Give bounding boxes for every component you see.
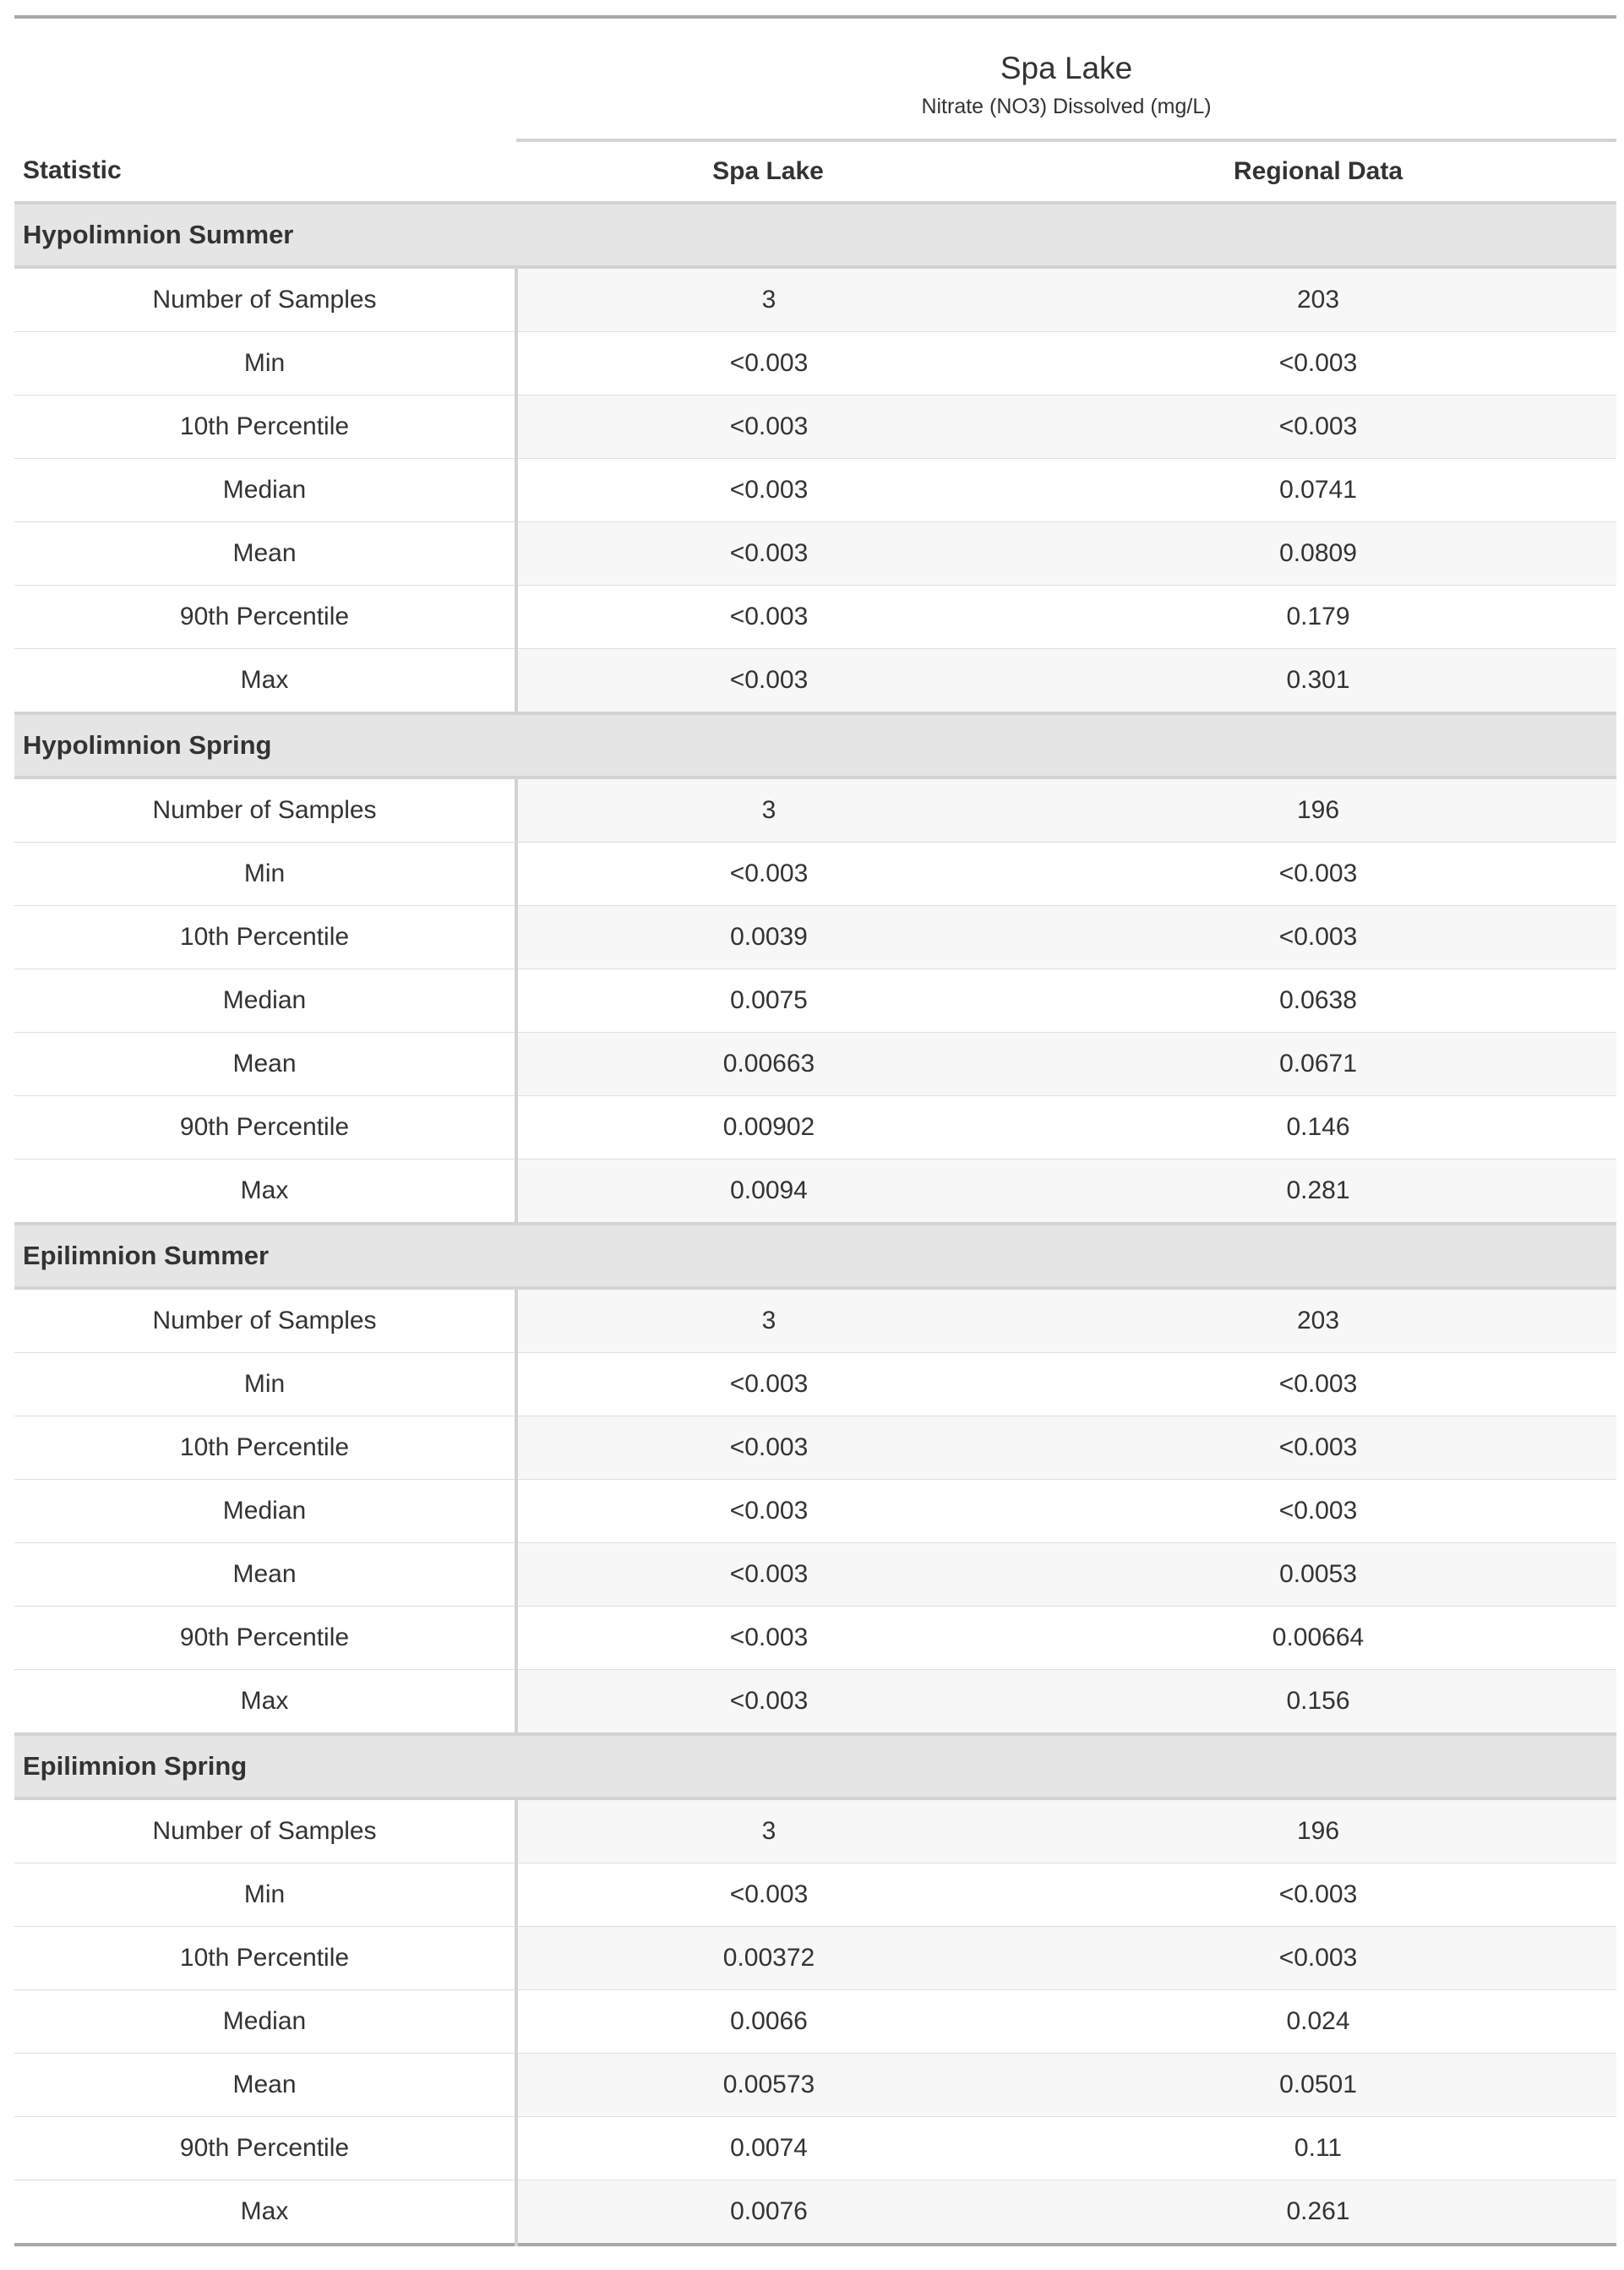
- regional-value-cell: 0.00664: [1020, 1607, 1616, 1670]
- lake-value-cell: <0.003: [516, 1543, 1020, 1607]
- group-header-row: [14, 1224, 1616, 1288]
- regional-value-cell: <0.003: [1020, 1416, 1616, 1480]
- table-row: [14, 1033, 1616, 1096]
- table-row: [14, 843, 1616, 906]
- regional-value-cell: <0.003: [1020, 1480, 1616, 1543]
- regional-value-cell: 0.179: [1020, 586, 1616, 649]
- regional-value-cell: 0.0053: [1020, 1543, 1616, 1607]
- table-row: [14, 906, 1616, 969]
- table-row: [14, 586, 1616, 649]
- table-row: [14, 332, 1616, 396]
- table-row: [14, 649, 1616, 714]
- regional-value-cell: <0.003: [1020, 1863, 1616, 1927]
- statistic-cell: Mean: [14, 1033, 516, 1096]
- title-spacer: [14, 17, 516, 90]
- regional-value-cell: 0.261: [1020, 2180, 1616, 2245]
- regional-value-cell: 0.0501: [1020, 2054, 1616, 2117]
- table-row: [14, 1670, 1616, 1735]
- lake-value-cell: 3: [516, 1798, 1020, 1863]
- lake-value-cell: <0.003: [516, 649, 1020, 714]
- column-header-row: [14, 140, 1616, 203]
- table-row: [14, 969, 1616, 1033]
- column-header-regional: Regional Data: [1020, 140, 1616, 203]
- subtitle-spacer: [14, 90, 516, 140]
- statistic-cell: Number of Samples: [14, 267, 516, 332]
- statistic-cell: Mean: [14, 1543, 516, 1607]
- regional-value-cell: 0.0809: [1020, 522, 1616, 586]
- statistic-cell: Min: [14, 332, 516, 396]
- regional-value-cell: 196: [1020, 1798, 1616, 1863]
- table-row: [14, 522, 1616, 586]
- group-header-row: [14, 203, 1616, 267]
- lake-value-cell: 0.00372: [516, 1927, 1020, 1990]
- group-label: Hypolimnion Spring: [14, 713, 1616, 778]
- lake-value-cell: 0.00902: [516, 1096, 1020, 1160]
- statistic-cell: Max: [14, 1670, 516, 1735]
- lake-value-cell: 0.0094: [516, 1160, 1020, 1225]
- lake-value-cell: <0.003: [516, 586, 1020, 649]
- statistics-table-container: [14, 15, 1616, 2246]
- lake-value-cell: <0.003: [516, 522, 1020, 586]
- regional-value-cell: <0.003: [1020, 906, 1616, 969]
- statistic-cell: 90th Percentile: [14, 1096, 516, 1160]
- statistic-cell: Mean: [14, 522, 516, 586]
- statistic-cell: Number of Samples: [14, 778, 516, 843]
- regional-value-cell: 196: [1020, 778, 1616, 843]
- table-row: [14, 1353, 1616, 1416]
- lake-value-cell: <0.003: [516, 1863, 1020, 1927]
- regional-value-cell: 0.156: [1020, 1670, 1616, 1735]
- lake-value-cell: <0.003: [516, 1353, 1020, 1416]
- regional-value-cell: <0.003: [1020, 1927, 1616, 1990]
- statistic-cell: Median: [14, 1990, 516, 2054]
- column-header-lake: Spa Lake: [516, 140, 1020, 203]
- regional-value-cell: 203: [1020, 1288, 1616, 1353]
- lake-value-cell: 0.00663: [516, 1033, 1020, 1096]
- group-label: Epilimnion Summer: [14, 1224, 1616, 1288]
- table-body: [14, 203, 1616, 2245]
- regional-value-cell: <0.003: [1020, 843, 1616, 906]
- statistic-cell: 90th Percentile: [14, 586, 516, 649]
- statistic-cell: 10th Percentile: [14, 396, 516, 459]
- regional-value-cell: 0.024: [1020, 1990, 1616, 2054]
- table-row: [14, 1927, 1616, 1990]
- table-row: [14, 778, 1616, 843]
- lake-value-cell: 3: [516, 267, 1020, 332]
- statistic-cell: 10th Percentile: [14, 1927, 516, 1990]
- table-row: [14, 1160, 1616, 1225]
- table-row: [14, 1416, 1616, 1480]
- statistic-cell: Mean: [14, 2054, 516, 2117]
- statistic-cell: Median: [14, 1480, 516, 1543]
- regional-value-cell: <0.003: [1020, 332, 1616, 396]
- statistics-table: [14, 15, 1616, 2246]
- statistic-cell: 90th Percentile: [14, 2117, 516, 2180]
- table-row: [14, 2117, 1616, 2180]
- group-header-row: [14, 713, 1616, 778]
- lake-value-cell: 0.00573: [516, 2054, 1020, 2117]
- statistic-cell: Max: [14, 2180, 516, 2245]
- lake-value-cell: 0.0075: [516, 969, 1020, 1033]
- lake-value-cell: 0.0066: [516, 1990, 1020, 2054]
- lake-value-cell: 0.0039: [516, 906, 1020, 969]
- table-row: [14, 2054, 1616, 2117]
- regional-value-cell: 0.0741: [1020, 459, 1616, 522]
- table-row: [14, 1863, 1616, 1927]
- table-row: [14, 1798, 1616, 1863]
- statistic-cell: Min: [14, 1353, 516, 1416]
- lake-value-cell: <0.003: [516, 843, 1020, 906]
- lake-value-cell: <0.003: [516, 1670, 1020, 1735]
- statistic-cell: 10th Percentile: [14, 906, 516, 969]
- regional-value-cell: 0.0638: [1020, 969, 1616, 1033]
- statistic-cell: Max: [14, 649, 516, 714]
- statistic-cell: Median: [14, 969, 516, 1033]
- regional-value-cell: <0.003: [1020, 1353, 1616, 1416]
- statistic-cell: Median: [14, 459, 516, 522]
- table-row: [14, 1096, 1616, 1160]
- lake-value-cell: 3: [516, 1288, 1020, 1353]
- statistic-cell: Number of Samples: [14, 1288, 516, 1353]
- table-row: [14, 2180, 1616, 2245]
- statistic-cell: Min: [14, 1863, 516, 1927]
- lake-value-cell: 0.0074: [516, 2117, 1020, 2180]
- regional-value-cell: 0.11: [1020, 2117, 1616, 2180]
- table-row: [14, 1543, 1616, 1607]
- regional-value-cell: <0.003: [1020, 396, 1616, 459]
- regional-value-cell: 0.146: [1020, 1096, 1616, 1160]
- statistic-cell: 10th Percentile: [14, 1416, 516, 1480]
- lake-value-cell: <0.003: [516, 1607, 1020, 1670]
- statistic-cell: Max: [14, 1160, 516, 1225]
- group-label: Hypolimnion Summer: [14, 203, 1616, 267]
- lake-value-cell: <0.003: [516, 396, 1020, 459]
- lake-value-cell: <0.003: [516, 1480, 1020, 1543]
- table-title: Spa Lake: [1000, 51, 1133, 85]
- statistic-cell: Number of Samples: [14, 1798, 516, 1863]
- table-row: [14, 459, 1616, 522]
- table-subtitle-row: [14, 90, 1616, 140]
- lake-value-cell: 0.0076: [516, 2180, 1020, 2245]
- table-row: [14, 1480, 1616, 1543]
- regional-value-cell: 0.0671: [1020, 1033, 1616, 1096]
- statistic-cell: 90th Percentile: [14, 1607, 516, 1670]
- table-row: [14, 1990, 1616, 2054]
- table-row: [14, 396, 1616, 459]
- regional-value-cell: 0.301: [1020, 649, 1616, 714]
- table-title-row: [14, 17, 1616, 90]
- lake-value-cell: <0.003: [516, 459, 1020, 522]
- regional-value-cell: 0.281: [1020, 1160, 1616, 1225]
- table-subtitle: Nitrate (NO3) Dissolved (mg/L): [516, 90, 1616, 140]
- column-header-statistic: Statistic: [14, 140, 516, 203]
- regional-value-cell: 203: [1020, 267, 1616, 332]
- lake-value-cell: <0.003: [516, 332, 1020, 396]
- group-header-row: [14, 1734, 1616, 1798]
- table-row: [14, 1288, 1616, 1353]
- lake-value-cell: 3: [516, 778, 1020, 843]
- statistic-cell: Min: [14, 843, 516, 906]
- table-row: [14, 1607, 1616, 1670]
- table-row: [14, 267, 1616, 332]
- lake-value-cell: <0.003: [516, 1416, 1020, 1480]
- group-label: Epilimnion Spring: [14, 1734, 1616, 1798]
